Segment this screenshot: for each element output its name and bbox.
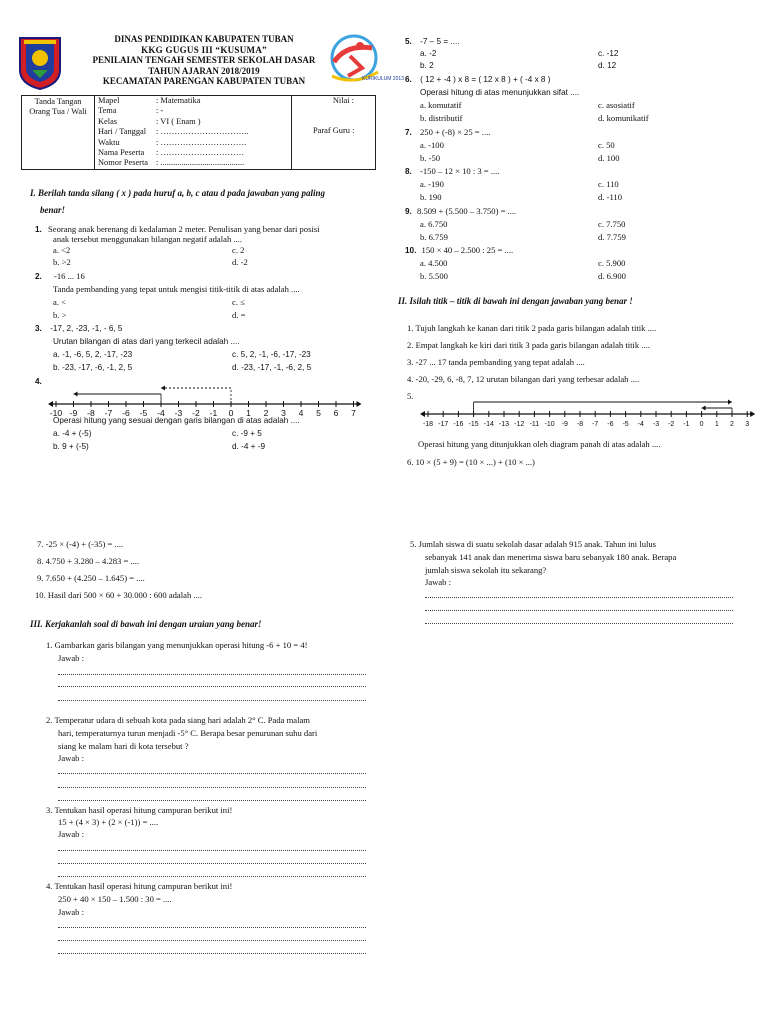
answer-line[interactable] bbox=[58, 927, 366, 928]
axis-arrowhead-left bbox=[420, 411, 425, 417]
number-line-tick-label: -17 bbox=[438, 421, 449, 428]
q2-option-a[interactable]: a. < bbox=[53, 297, 66, 307]
q4-option-d[interactable]: d. -4 + -9 bbox=[232, 442, 265, 451]
fill-item-6: 6. 10 × (5 + 9) = (10 × ...) + (10 × ...) bbox=[407, 457, 535, 467]
number-line-tick-label: -16 bbox=[453, 421, 464, 428]
answer-line[interactable] bbox=[58, 863, 366, 864]
header-line-1: DINAS PENDIDIKAN KABUPATEN TUBAN bbox=[114, 34, 294, 44]
essay-5: 5. Jumlah siswa di suatu sekolah dasar adalah 915 anak. Tahun ini lulus bbox=[410, 539, 657, 549]
field-value: : VI ( Enam ) bbox=[156, 116, 201, 126]
question-9 bbox=[405, 206, 516, 217]
answer-line[interactable] bbox=[58, 686, 366, 687]
q4-number-line bbox=[44, 380, 360, 418]
number-line-tick-label: 5 bbox=[316, 408, 321, 418]
number-line-tick-label: -4 bbox=[637, 421, 644, 428]
section3-title: III. Kerjakanlah soal di bawah ini dengan uraian yang benar! bbox=[30, 619, 262, 629]
fill-item-8: 8. 4.750 + 3.280 – 4.283 = .... bbox=[37, 556, 140, 566]
q7-option-d[interactable]: d. 100 bbox=[598, 153, 620, 163]
q7-option-a[interactable]: a. -100 bbox=[420, 140, 444, 150]
field-label: Nama Peserta bbox=[98, 147, 145, 157]
question-4-number: 4. bbox=[35, 377, 42, 386]
question-text: 250 + (-8) × 25 = .... bbox=[420, 127, 491, 137]
q2-option-b[interactable]: b. > bbox=[53, 310, 67, 320]
question-7 bbox=[405, 127, 490, 138]
fill-item-9: 9. 7.650 + (4.250 – 1.645) = .... bbox=[37, 573, 145, 583]
identity-fields-cell bbox=[95, 96, 292, 170]
number-line-tick-label: -8 bbox=[576, 421, 584, 428]
number-line-tick-label: -15 bbox=[468, 421, 479, 428]
essay-2-answer-label: Jawab : bbox=[58, 753, 85, 763]
fill-item-1: 1. Tujuh langkah ke kanan dari titik 2 pada garis bilangan adalah titik .... bbox=[407, 323, 657, 333]
question-number: 1. bbox=[35, 225, 42, 234]
field-value: : ………………………….. bbox=[156, 127, 249, 137]
essay-1-answer-label: Jawab : bbox=[58, 653, 85, 663]
answer-line[interactable] bbox=[58, 674, 366, 675]
q1-option-d[interactable]: d. -2 bbox=[232, 257, 248, 267]
q8-option-c[interactable]: c. 110 bbox=[598, 179, 619, 189]
essay-1: 1. Gambarkan garis bilangan yang menunjukkan operasi hitung -6 + 10 = 4! bbox=[46, 640, 308, 650]
number-line-tick-label: 0 bbox=[228, 408, 234, 418]
answer-line[interactable] bbox=[58, 850, 366, 851]
number-line-tick-label: -12 bbox=[514, 421, 525, 428]
number-line-tick-label: -10 bbox=[544, 421, 555, 428]
question-3 bbox=[35, 324, 122, 334]
number-line-tick-label: -6 bbox=[607, 421, 614, 428]
number-line-tick-label: -2 bbox=[192, 408, 200, 418]
fill-item-5-number: 5. bbox=[407, 391, 414, 401]
field-label: Mapel bbox=[98, 96, 120, 105]
number-line-tick-label: 4 bbox=[298, 408, 304, 418]
question-number: 6. bbox=[405, 75, 412, 84]
question-text: Seorang anak berenang di kedalaman 2 meter. Penulisan yang benar dari posisi bbox=[48, 224, 320, 234]
fill-item-4: 4. -20, -29, 6, -8, 7, 12 urutan bilangan dari yang terbesar adalah .... bbox=[407, 374, 640, 384]
question-5 bbox=[405, 37, 460, 47]
header-line-2: KKG GUGUS III “KUSUMA” bbox=[141, 44, 267, 55]
answer-line[interactable] bbox=[58, 700, 366, 701]
essay-3-answer-label: Jawab : bbox=[58, 829, 85, 839]
fill-item-5-number-line bbox=[418, 394, 760, 434]
q6-option-a[interactable]: a. komutatif bbox=[420, 100, 462, 110]
q4-option-b[interactable]: b. 9 + (-5) bbox=[53, 442, 89, 451]
number-line-tick-label: -9 bbox=[561, 421, 568, 428]
operation-arrowhead bbox=[728, 400, 732, 405]
parent-signature-label: Tanda Tangan Orang Tua / Wali bbox=[29, 97, 87, 117]
essay-4-expression: 250 + 40 × 150 – 1.500 : 30 = .... bbox=[58, 894, 172, 904]
essay-3: 3. Tentukan hasil operasi hitung campuran berikut ini! bbox=[46, 805, 233, 815]
header-line-3: PENILAIAN TENGAH SEMESTER SEKOLAH DASAR bbox=[92, 55, 316, 66]
number-line-tick-label: 6 bbox=[333, 408, 339, 418]
section1-title-cont: benar! bbox=[40, 205, 66, 215]
answer-line[interactable] bbox=[58, 787, 366, 788]
question-6 bbox=[405, 75, 551, 85]
q7-option-c[interactable]: c. 50 bbox=[598, 140, 615, 150]
teacher-initial-label: Paraf Guru : bbox=[313, 126, 355, 136]
q3-option-a[interactable]: a. -1, -6, 5, 2, -17, -23 bbox=[53, 350, 133, 359]
number-line-tick-label: -9 bbox=[69, 408, 78, 418]
question-number: 3. bbox=[35, 324, 42, 333]
number-line-tick-label: -10 bbox=[49, 408, 63, 418]
answer-line[interactable] bbox=[58, 876, 366, 877]
q9-option-c[interactable]: c. 7.750 bbox=[598, 219, 626, 229]
field-value: : ........................................ bbox=[156, 158, 245, 168]
question-text: -7 – 5 = .... bbox=[420, 37, 460, 46]
q1-option-c[interactable]: c. 2 bbox=[232, 245, 245, 255]
q5-option-a[interactable]: a. -2 bbox=[420, 49, 437, 58]
header-line-4: TAHUN AJARAN 2018/2019 bbox=[148, 65, 260, 76]
number-line-tick-label: -11 bbox=[529, 421, 540, 428]
section2-title: II. Isilah titik – titik di bawah ini dengan jawaban yang benar ! bbox=[398, 296, 633, 306]
number-line-tick-label: -4 bbox=[157, 408, 165, 418]
question-8 bbox=[405, 166, 499, 177]
question-6-cont: Operasi hitung di atas menunjukkan sifat .... bbox=[420, 88, 580, 97]
number-line-tick-label: 1 bbox=[714, 421, 719, 428]
q4-option-a[interactable]: a. -4 + (-5) bbox=[53, 429, 92, 438]
q1-option-b[interactable]: b. >2 bbox=[53, 257, 71, 267]
q5-option-c[interactable]: c. -12 bbox=[598, 49, 619, 58]
q10-option-b[interactable]: b. 5.500 bbox=[420, 271, 448, 281]
field-label: Nomor Peserta bbox=[98, 158, 149, 168]
q8-option-a[interactable]: a. -190 bbox=[420, 179, 444, 189]
question-3-cont: Urutan bilangan di atas dari yang terkecil adalah .... bbox=[53, 337, 240, 346]
field-label: Hari / Tanggal bbox=[98, 127, 147, 137]
essay-5-cont: sebanyak 141 anak dan menerima siswa baru sebanyak 180 anak. Berapa bbox=[425, 552, 677, 562]
field-label: Tema bbox=[98, 106, 117, 116]
q9-option-b[interactable]: b. 6.759 bbox=[420, 232, 448, 242]
number-line-tick-label: -3 bbox=[174, 408, 183, 418]
operation-arrowhead bbox=[74, 392, 78, 397]
fill-item-5-text: Operasi hitung yang ditunjukkan oleh diagram panah di atas adalah .... bbox=[418, 439, 661, 449]
answer-line[interactable] bbox=[425, 610, 733, 611]
number-line-tick-label: -14 bbox=[483, 421, 494, 428]
axis-arrowhead-right bbox=[750, 411, 755, 417]
axis-arrowhead-left bbox=[48, 401, 53, 407]
number-line-tick-label: 0 bbox=[699, 421, 704, 428]
essay-5-answer-label: Jawab : bbox=[425, 577, 452, 587]
question-2 bbox=[35, 271, 85, 282]
tuban-regency-crest-logo bbox=[18, 36, 62, 90]
number-line-tick-label: 3 bbox=[281, 408, 286, 418]
q6-option-d[interactable]: d. komunikatif bbox=[598, 113, 649, 123]
q8-option-b[interactable]: b. 190 bbox=[420, 192, 442, 202]
number-line-tick-label: -7 bbox=[592, 421, 599, 428]
number-line-tick-label: -6 bbox=[122, 408, 130, 418]
field-value: : ………………………… bbox=[156, 147, 245, 157]
number-line-tick-label: -5 bbox=[622, 421, 629, 428]
number-line-tick-label: -13 bbox=[498, 421, 510, 428]
field-value: : - bbox=[156, 106, 164, 116]
answer-line[interactable] bbox=[425, 597, 733, 598]
kurikulum-2013-logo bbox=[322, 32, 404, 88]
student-identity-table bbox=[21, 95, 376, 170]
q10-option-c[interactable]: c. 5.900 bbox=[598, 258, 626, 268]
question-text: -17, 2, -23, -1, - 6, 5 bbox=[50, 324, 123, 333]
q4-option-c[interactable]: c. -9 + 5 bbox=[232, 429, 262, 438]
question-number: 8. bbox=[405, 167, 412, 176]
number-line-tick-label: 2 bbox=[730, 421, 734, 428]
question-4-cont: Operasi hitung yang sesuai dengan garis bilangan di atas adalah .... bbox=[53, 416, 300, 425]
question-text: -16 ... 16 bbox=[54, 271, 85, 281]
number-line-tick-label: 1 bbox=[246, 408, 251, 418]
q7-option-b[interactable]: b. -50 bbox=[420, 153, 441, 163]
q1-option-a[interactable]: a. <2 bbox=[53, 245, 71, 255]
section1-title: I. Berilah tanda silang ( x ) pada huruf a, b, c atau d pada jawaban yang paling bbox=[30, 188, 326, 198]
question-text: 150 × 40 – 2.500 : 25 = .... bbox=[421, 245, 514, 255]
question-number: 7. bbox=[405, 128, 412, 137]
question-number: 2. bbox=[35, 272, 42, 281]
answer-line[interactable] bbox=[425, 623, 733, 624]
q2-option-d[interactable]: d. = bbox=[232, 310, 246, 320]
question-number: 10. bbox=[405, 246, 417, 255]
answer-line[interactable] bbox=[58, 773, 366, 774]
question-text: -150 – 12 × 10 : 3 = .... bbox=[420, 166, 500, 176]
essay-4: 4. Tentukan hasil operasi hitung campuran berikut ini! bbox=[46, 881, 233, 891]
score-cell bbox=[292, 96, 376, 170]
fill-item-2: 2. Empat langkah ke kiri dari titik 3 pada garis bilangan adalah titik .... bbox=[407, 340, 650, 350]
answer-line[interactable] bbox=[58, 940, 366, 941]
operation-arrowhead bbox=[161, 386, 165, 391]
answer-line[interactable] bbox=[58, 953, 366, 954]
question-number: 5. bbox=[405, 37, 412, 46]
axis-arrowhead-right bbox=[357, 401, 362, 407]
score-label: Nilai : bbox=[332, 96, 354, 105]
q10-option-a[interactable]: a. 4.500 bbox=[420, 258, 448, 268]
parent-signature-cell bbox=[22, 96, 95, 170]
essay-3-expression: 15 + (4 × 3) + (2 × (-1)) = .... bbox=[58, 817, 159, 827]
field-label: Kelas bbox=[98, 116, 118, 126]
q5-option-d[interactable]: d. 12 bbox=[598, 61, 617, 70]
essay-2: 2. Temperatur udara di sebuah kota pada siang hari adalah 2° C. Pada malam bbox=[46, 715, 310, 725]
number-line-tick-label: 2 bbox=[263, 408, 269, 418]
number-line-tick-label: -7 bbox=[104, 408, 113, 418]
number-line-tick-label: -8 bbox=[87, 408, 95, 418]
q9-option-a[interactable]: a. 6.750 bbox=[420, 219, 448, 229]
field-label: Waktu bbox=[98, 137, 120, 147]
operation-arrowhead bbox=[702, 406, 706, 411]
header-line-5: KECAMATAN PARENGAN KABUPATEN TUBAN bbox=[102, 76, 306, 87]
answer-line[interactable] bbox=[58, 800, 366, 801]
q9-option-d[interactable]: d. 7.759 bbox=[598, 232, 626, 242]
q3-option-c[interactable]: c. 5, 2, -1, -6, -17, -23 bbox=[232, 350, 311, 359]
question-1-cont: anak tersebut menggunakan bilangan negatif adalah .... bbox=[53, 234, 242, 244]
number-line-tick-label: -1 bbox=[209, 408, 218, 418]
q10-option-d[interactable]: d. 6.900 bbox=[598, 271, 626, 281]
field-value: : Matematika bbox=[156, 96, 201, 105]
field-value: : …………………………. bbox=[156, 137, 247, 147]
question-number: 9. bbox=[405, 207, 412, 216]
question-2-cont: Tanda pembanding yang tepat untuk mengisi titik-titik di atas adalah .... bbox=[53, 284, 300, 294]
essay-5-cont2: jumlah siswa sekolah itu sekarang? bbox=[425, 565, 547, 575]
q3-option-b[interactable]: b. -23, -17, -6, -1, 2, 5 bbox=[53, 363, 133, 372]
number-line-tick-label: -3 bbox=[652, 421, 660, 428]
fill-item-7: 7. -25 × (-4) + (-35) = .... bbox=[37, 539, 124, 549]
q3-option-d[interactable]: d. -23, -17, -1, -6, 2, 5 bbox=[232, 363, 312, 372]
number-line-tick-label: -2 bbox=[668, 421, 675, 428]
q5-option-b[interactable]: b. 2 bbox=[420, 61, 434, 70]
logo-caption: KURIKULUM 2013 bbox=[362, 76, 404, 82]
question-text: ( 12 + -4 ) x 8 = ( 12 x 8 ) + ( -4 x 8 ) bbox=[420, 75, 551, 84]
number-line-tick-label: 3 bbox=[745, 421, 750, 428]
number-line-tick-label: -1 bbox=[683, 421, 690, 428]
question-10 bbox=[405, 245, 513, 256]
q2-option-c[interactable]: c. ≤ bbox=[232, 297, 245, 307]
q8-option-d[interactable]: d. -110 bbox=[598, 192, 623, 202]
fill-item-10: 10. Hasil dari 500 × 60 + 30.000 : 600 adalah .... bbox=[35, 590, 202, 600]
essay-2-cont: hari, temperaturnya turun menjadi -5° C. Berapa besar penurunan suhu dari bbox=[58, 728, 318, 738]
fill-item-3: 3. -27 ... 17 tanda pembanding yang tepat adalah .... bbox=[407, 357, 585, 367]
essay-4-answer-label: Jawab : bbox=[58, 907, 85, 917]
exam-header bbox=[68, 34, 340, 87]
number-line-tick-label: -18 bbox=[422, 421, 434, 428]
number-line-tick-label: -5 bbox=[139, 408, 148, 418]
q6-option-c[interactable]: c. asosiatif bbox=[598, 100, 635, 110]
number-line-tick-label: 7 bbox=[351, 408, 356, 418]
q6-option-b[interactable]: b. distributif bbox=[420, 113, 463, 123]
essay-2-cont2: siang ke malam hari di kota tersebut ? bbox=[58, 741, 189, 751]
question-text: 8.509 + (5.500 – 3.750) = .... bbox=[417, 206, 517, 216]
